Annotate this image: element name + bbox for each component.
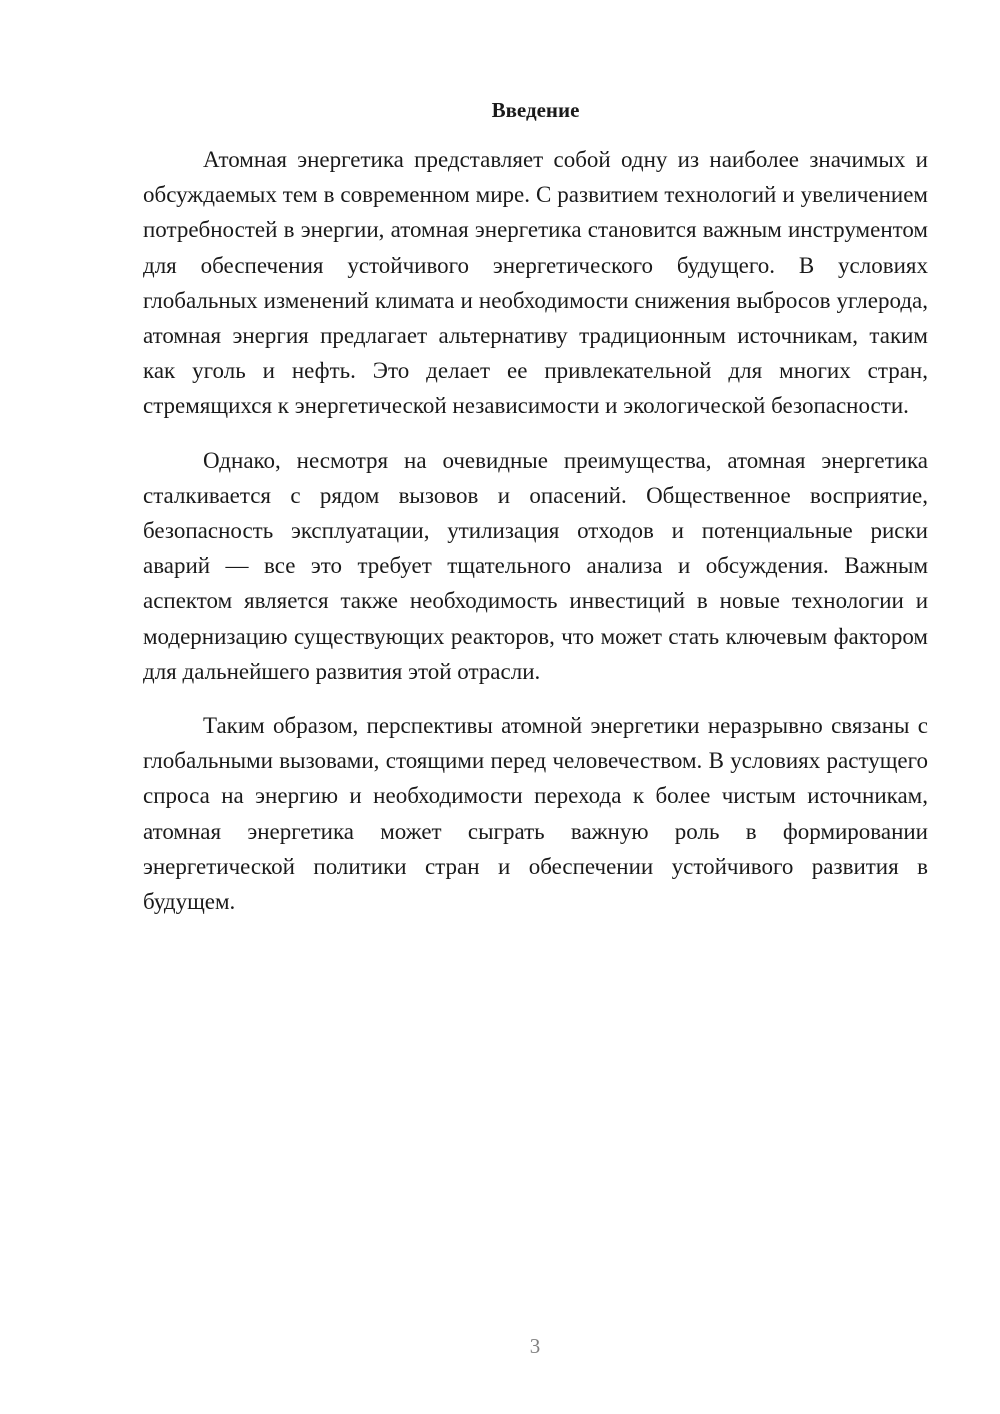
body-text xyxy=(143,142,928,938)
paragraph-2: Однако, несмотря на очевидные преимущества, атомная энергетика сталкивается с рядом вызовов и опасений. Общественное восприятие, безопасность эксплуатации, утилизация отходов и потенциальные риски аварий — все это требует тщательного анализа и обсуждения. Важным аспектом является также необходимость инвестиций в новые технологии и модернизацию существующих реакторов, что может стать ключевым фактором для дальнейшего развития этой отрасли. xyxy=(143,447,928,684)
section-heading: Введение xyxy=(491,98,580,122)
paragraph-1: Атомная энергетика представляет собой одну из наиболее значимых и обсуждаемых тем в современном мире. С развитием технологий и увеличением потребностей в энергии, атомная энергетика становится важным инструментом для обеспечения устойчивого энергетического будущего. В условиях глобальных изменений климата и необходимости снижения выбросов углерода, атомная энергия предлагает альтернативу традиционным источникам, таким как уголь и нефть. Это делает ее привлекательной для многих стран, стремящихся к энергетической независимости и экологической безопасности. xyxy=(143,147,928,419)
paragraph-3: Таким образом, перспективы атомной энергетики неразрывно связаны с глобальными вызовами, стоящими перед человечеством. В условиях растущего спроса на энергию и необходимости перехода к более чистым источникам, атомная энергетика может сыграть важную роль в формировании энергетической политики стран и обеспечении устойчивого развития в будущем. xyxy=(143,713,928,915)
page-number: 3 xyxy=(529,1334,541,1358)
